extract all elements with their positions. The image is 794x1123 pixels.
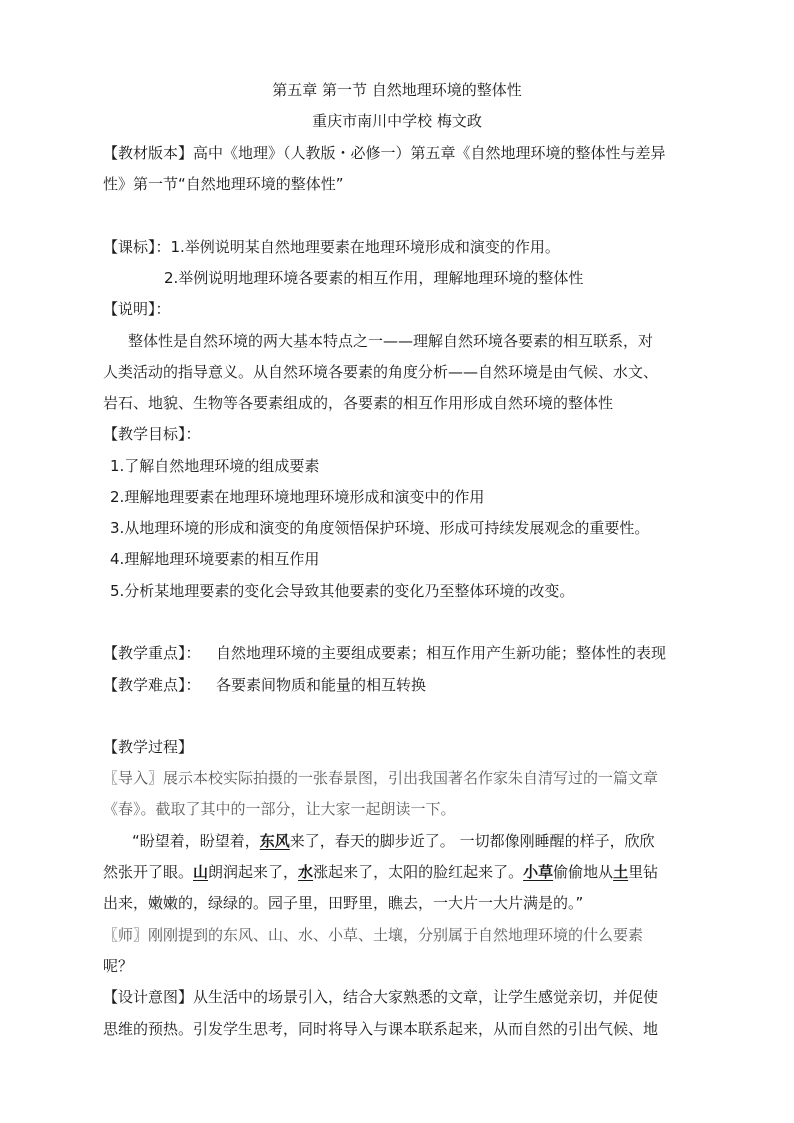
objective-item-4: 4.理解地理环境要素的相互作用 [110,550,320,568]
quote-line-1 [132,831,655,853]
design-intent-line-2: 思维的预热。引发学生思考，同时将导入与课本联系起来，从而自然的引出气候、地 [103,1020,659,1038]
objective-item-3: 3.从地理环境的形成和演变的角度领悟保护环境、形成可持续发展观念的重要性。 [110,519,650,537]
quote-text: 来了，春天的脚步近了。 一切都像刚睡醒的样子，欣欣 [289,832,655,850]
key-points-label: 【教学重点】： [103,644,201,662]
objective-item-2: 2.理解地理要素在地理环境地理环境形成和演变中的作用 [110,488,485,506]
process-heading: 【教学过程】 [103,738,194,756]
explanation-heading: 【说明】： [103,300,171,318]
intro-line-1: 〖导入〗展示本校实际拍摄的一张春景图，引出我国著名作家朱自清写过的一篇文章 [103,769,659,787]
quote-keyword-soil: 土 [613,863,629,881]
quote-text: 里钻 [628,863,659,881]
difficulties-label: 【教学难点】： [103,676,201,694]
quote-text: “盼望着，盼望着， [132,832,260,850]
intro-line-2: 《春》。截取了其中的一部分，让大家一起朗读一下。 [103,800,456,818]
objective-item-1: 1.了解自然地理环境的组成要素 [110,457,320,475]
teacher-line-2: 呢？ [103,957,134,975]
explanation-line-2: 人类活动的指导意义。从自然环境各要素的角度分析——自然环境是由气候、水文、 [103,363,659,381]
explanation-line-3: 岩石、地貌、生物等各要素组成的，各要素的相互作用形成自然环境的整体性 [103,394,614,412]
curriculum-standard-line-2: 2.举例说明地理环境各要素的相互作用，理解地理环境的整体性 [164,269,584,287]
textbook-version-line-2: 性》第一节“自然地理环境的整体性” [103,175,344,193]
key-points-text: 自然地理环境的主要组成要素；相互作用产生新功能；整体性的表现 [216,644,667,662]
quote-text: 然张开了眼。 [103,863,194,881]
quote-line-2 [103,862,658,884]
objectives-heading: 【教学目标】： [103,425,201,443]
objective-item-5: 5.分析某地理要素的变化会导致其他要素的变化乃至整体环境的改变。 [110,582,575,600]
quote-keyword-grass: 小草 [523,863,554,881]
quote-text: 偷偷地从 [553,863,614,881]
curriculum-standard-line-1: 【课标】：1.举例说明某自然地理要素在地理环境形成和演变的作用。 [103,238,560,256]
quote-keyword-mountain: 山 [193,863,209,881]
quote-text: 涨起来了，太阳的脸红起来了。 [313,863,524,881]
document-title: 第五章 第一节 自然地理环境的整体性 [272,81,522,99]
difficulties-text: 各要素间物质和能量的相互转换 [216,676,427,694]
teacher-line-1: 〖师〗刚刚提到的东风、山、水、小草、土壤，分别属于自然地理环境的什么要素 [103,926,644,944]
quote-line-3: 出来，嫩嫩的，绿绿的。园子里，田野里，瞧去，一大片一大片满是的。” [103,894,584,912]
quote-keyword-water: 水 [298,863,314,881]
author-line: 重庆市南川中学校 梅文政 [312,112,482,130]
quote-keyword-east-wind: 东风 [259,832,290,850]
explanation-line-1: 整体性是自然环境的两大基本特点之一——理解自然环境各要素的相互联系，对 [128,332,654,350]
quote-text: 朗润起来了， [208,863,299,881]
design-intent-line-1: 【设计意图】从生活中的场景引入，结合大家熟悉的文章，让学生感觉亲切，并促使 [103,988,659,1006]
textbook-version-line-1: 【教材版本】高中《地理》（人教版・必修一）第五章《自然地理环境的整体性与差异 [103,144,666,162]
